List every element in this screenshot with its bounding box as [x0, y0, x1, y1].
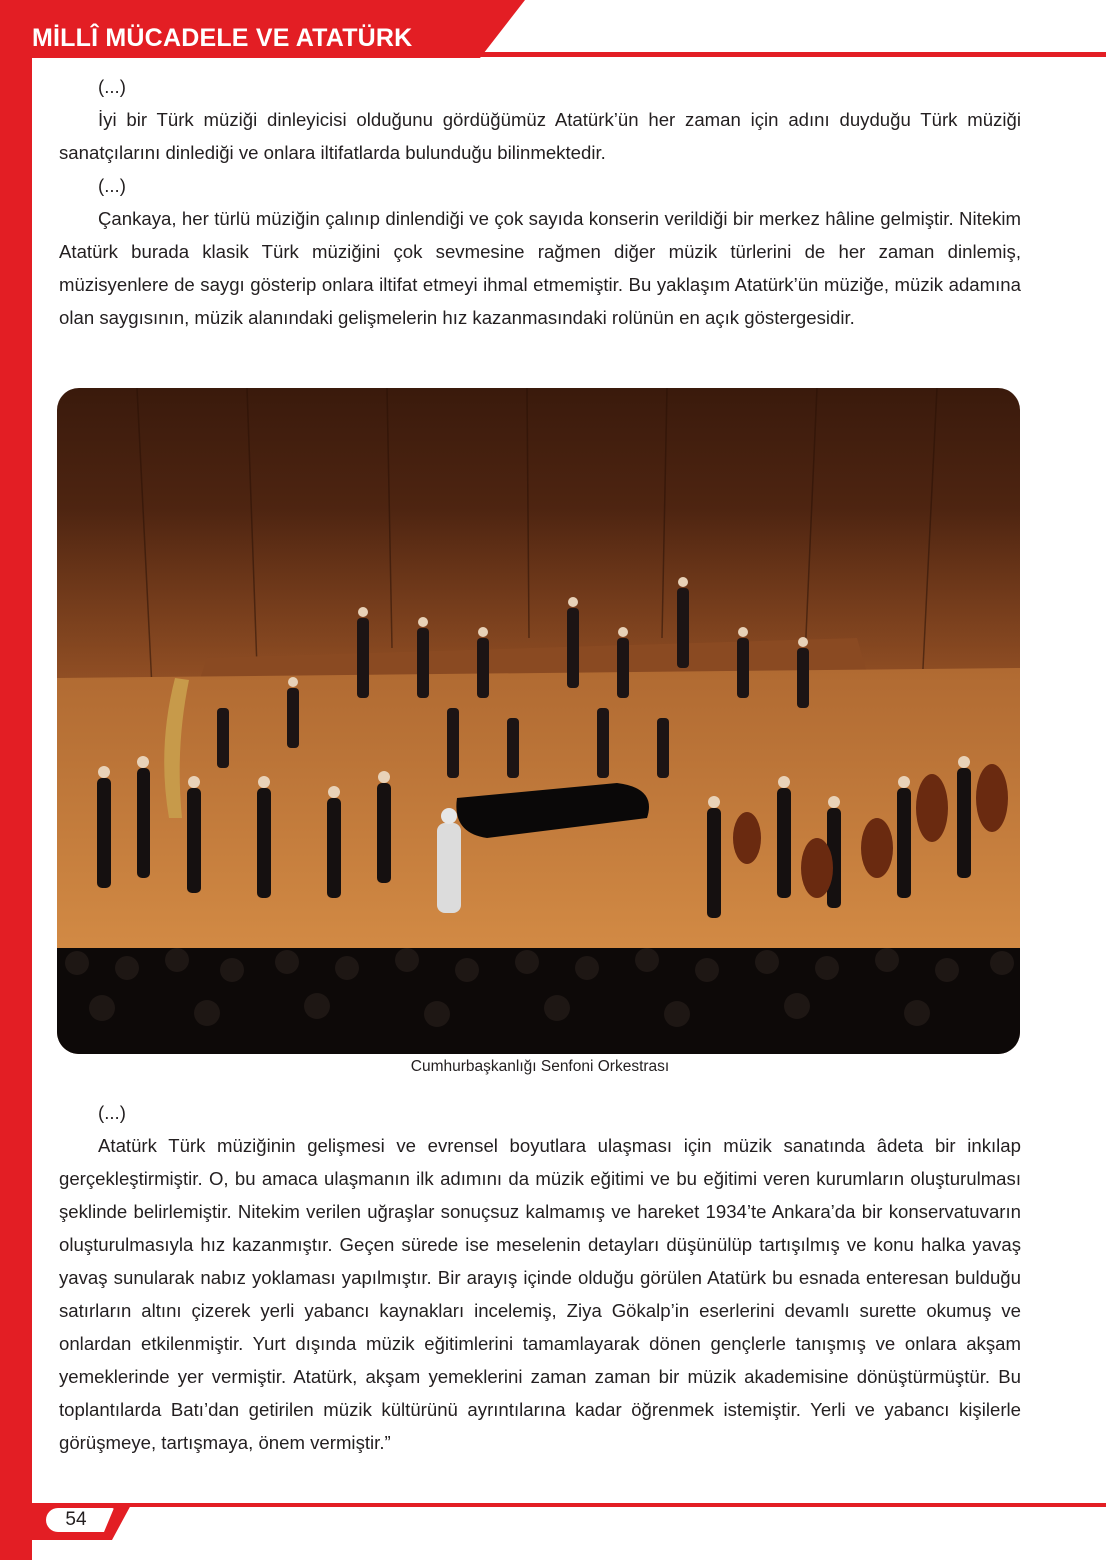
- bottom-text-block: [59, 1096, 1021, 1459]
- left-red-spine: [0, 0, 32, 1560]
- top-text-block: [59, 70, 1021, 334]
- paragraph: (...): [98, 1102, 126, 1123]
- header-rule: [480, 52, 1106, 57]
- orchestra-photo: [57, 388, 1020, 1054]
- paragraph: Atatürk Türk müziğinin gelişmesi ve evrensel boyutlara ulaşması için müzik sanatında âdeta bir inkılap gerçekleştirmiştir. O, bu amaca ulaşmanın ilk adımını da müzik eğitimi ve bu eğitimi veren kurumların oluşturulması şeklinde belirlemiştir. Nitekim verilen uğraşlar sonuçsuz kalmamış ve hareket 1934’te Ankara’da bir konservatuvarın oluşturulmasıyla hız kazanmıştır. Geçen sürede ise meselenin detayları düşünülüp tartışılmış ve konu halka yavaş yavaş sunularak nabız yoklaması yapılmıştır. Bir arayış içinde olduğu görülen Atatürk bu esnada enteresan bulduğu satırların altını çizerek yerli yabancı kaynakları incelemiş, Ziya Gökalp’in eserlerini devamlı surette okumuş ve onlardan etkilenmiştir. Yurt dışında müzik eğitimlerini tamamlayarak dönen gençlerle tanışmış ve onlara akşam yemeklerinde yer vermiştir. Atatürk, akşam yemeklerini zaman zaman bir müzik akademisine dönüştürmüştür. Bu toplantılarda Batı’dan getirilen müzik kültürünü ayrıntılarına kadar öğrenmek istemiştir. Yerli ve yabancı kişilerle görüşmeye, tartışmaya, önem vermiştir.”: [59, 1135, 1021, 1453]
- paragraph: (...): [98, 175, 126, 196]
- paragraph: (...): [98, 76, 126, 97]
- photo-caption: Cumhurbaşkanlığı Senfoni Orkestrası: [410, 1058, 670, 1075]
- page-number: 54: [65, 1509, 87, 1530]
- footer-rule: [32, 1503, 1106, 1507]
- page-title: MİLLÎ MÜCADELE VE ATATÜRK: [32, 24, 413, 52]
- paragraph: Çankaya, her türlü müziğin çalınıp dinlendiği ve çok sayıda konserin verildiği bir merkez hâline gelmiştir. Nitekim Atatürk burada klasik Türk müziğini çok sevmesine rağmen diğer müzik türlerini de her zaman dinlemiş, müzisyenlere de saygı gösterip onlara iltifat etmeyi ihmal etmemiştir. Bu yaklaşım Atatürk’ün müziğe, müzik adamına olan saygısının, müzik alanındaki gelişmelerin hız kazanmasındaki rolünün en açık göstergesidir.: [59, 208, 1021, 328]
- paragraph: İyi bir Türk müziği dinleyicisi olduğunu gördüğümüz Atatürk’ün her zaman için adını duyduğu Türk müziği sanatçılarını dinlediği ve onlara iltifatlarda bulunduğu bilinmektedir.: [59, 109, 1021, 163]
